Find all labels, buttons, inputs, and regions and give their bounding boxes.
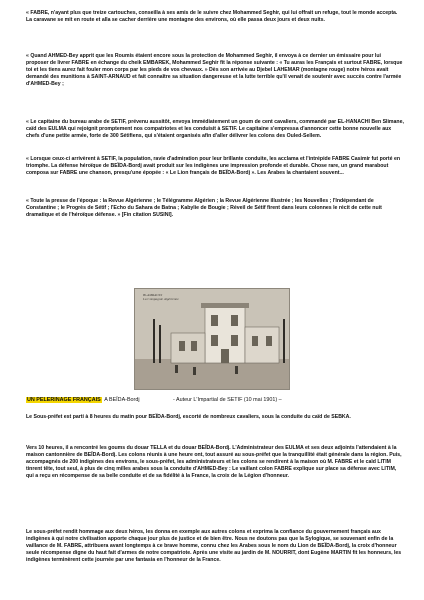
headline-place: A BEÏDA-Bordj — [104, 397, 140, 403]
historic-photo — [134, 288, 290, 390]
headline-source: - Auteur L'Impartial de SETIF (10 mai 1901) – — [173, 397, 282, 403]
paragraph-9: Le sous-préfet rendit hommage aux deux héros, les donna en exemple aux autres colons et exprima la confiance du gouvernement français aux indigènes à qui notre civilisation apporte chaque jour plus de justice et de bien être. Nous ne doutons pas que la Sylogique, se souvenant enfin de la vaillance de M. FABRE, attribuera avant longtemps à ce brave homme, connu chez les Arabes sous le nom du Lion de BEÏDA-Bordj, la croix d'honneur seule récompense digne du haut fait d'armes de notre compatriote. Après une visite au jardin de M. NOURRIT, dont Eugène MARTIN fit les honneurs, les indigènes terminèrent cette journée par une fantasia en l'honneur de la France. — [26, 529, 402, 564]
headline-highlight: UN PELERINAGE FRANÇAIS — [27, 397, 101, 403]
paragraph-4: « Lorsque ceux-ci arrivèrent à SETIF, la population, ravie d'admiration pour leur brillante conduite, les acclama et l'intrépide FABRE Casimir fut porté en triomphe. La défense héroïque de BEÏDA-Bordj avait produit sur les indigènes une impression profonde et durable. Chose rare, un grand marabout composa sur FABRE une chanson, presqu'une épopée : « Le Lion français de BEÏDA-Bordj ». Les Arabes la chantaient souvent... — [26, 156, 401, 177]
paragraph-3: « Le capitaine du bureau arabe de SETIF, prévenu aussitôt, envoya immédiatement un goum de cent cavaliers, commandé par EL-HANACHI Ben Slimane, caïd des EULMA qui rejoignit promptement nos compatriotes et les conduisit à SETIF. Le capitaine s'empressa d'annoncer cette bonne nouvelle aux chefs d'une petite armée, forte de 300 Sétifiens, qui s'étaient organisés afin d'aller délivrer les colons des Ouled-Sellem. — [26, 119, 404, 140]
photo-caption-line1: Bi-AMRAOUI — [143, 293, 163, 297]
section-headline — [26, 397, 282, 403]
paragraph-8: Vers 10 heures, il a rencontré les goums du douar TELLA et du douar BEÏDA-Bordj. L'Administrateur des EULMA et ses deux adjoints l'attendaient à la maison cantonnière de BEÏDA-Bordj. Les colons réunis à une heure ont, tout assuré au sous-préfet que la tranquillité était générale dans la région. Puis, accompagnés de 200 indigènes des environs, le sous-préfet, les administrateurs et les colons se rendirent à la maison où M. FABRE et le caïd LITIM tinrent tête, tout seul, à plus de cinq milles arabes sous la conduite d'AHMED-Bey : Le vaillant colon FABRE explique sur place sa défense avec LITIM, qui a reçu en récompense de sa belle conduite et de sa fidélité à la France, la croix de la Légion d'honneur. — [26, 445, 402, 480]
paragraph-7: Le Sous-préfet est parti à 8 heures du matin pour BEÏDA-Bordj, escorté de nombreux cavaliers, sous la conduite du caïd de SEBKA. — [26, 414, 351, 420]
paragraph-5: « Toute la presse de l'époque : la Revue Algérienne ; le Télégramme Algérien ; la Revue Algérienne illustrée ; les Nouvelles ; l'Indépendant de Constantine ; le Progrès de Sétif ; l'Echo du Sahara de Batna ; Kabylie de Bougie ; Réveil de Sétif firent dans leurs colonnes le récit de cette nuit dramatique et de l'héroïque défense. » [Fin citation SUSINI]. — [26, 198, 382, 219]
building-illustration — [135, 289, 289, 389]
paragraph-1: « FABRE, n'ayant plus que treize cartouches, conseilla à ses amis de le suivre chez Mohammed Seghir, qui lui offrait un refuge, tout le monde accepta. La caravane se mit en route et alla se cacher derrière une montagne des environs, où elle passa deux jours et deux nuits. — [26, 10, 398, 24]
paragraph-2: « Quand AHMED-Bey apprit que les Roumis étaient encore sous la protection de Mohammed Seghir, il envoya à ce dernier un émissaire pour lui proposer de livrer FABRE en échange du cheik EMBAREK, Mohammed Seghir fit la réponse suivante : « Tu auras les Français et surtout FABRE, lorsque toi et les tiens aurez fait fouler mon corps par les pieds de vos chevaux. » Dès son arrivée au Djebel LAHEMAR (montagne rouge) notre héros avait demandé des munitions à SAINT-ARNAUD et fait connaître sa situation dangereuse et la lutte terrible qu'il venait de soutenir avec succès contre l'armée d'AHMED-Bey ; — [26, 53, 403, 88]
photo-caption-line2: La Compagnie Algérienne — [143, 297, 179, 301]
